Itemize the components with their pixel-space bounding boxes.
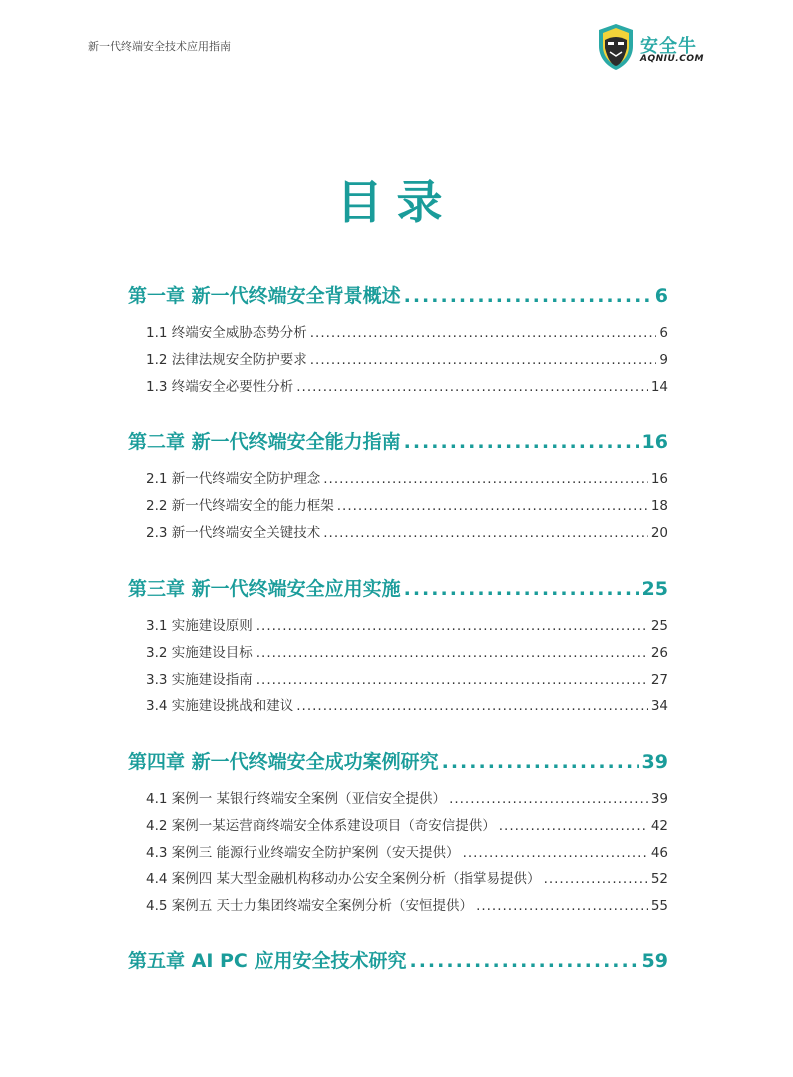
dot-leader [310,352,657,368]
toc-chapter-page: 6 [654,285,668,307]
dot-leader [476,898,648,914]
toc-section-label: 2.2 新一代终端安全的能力框架 [146,497,334,514]
toc-section[interactable] [128,867,668,887]
toc-chapter-page: 59 [641,950,668,972]
dot-leader [410,950,639,972]
toc-chapter-label: 第四章 新一代终端安全成功案例研究 [128,751,439,773]
toc-chapter[interactable] [128,574,668,601]
dot-leader [310,325,657,341]
toc-section-page: 20 [650,524,668,541]
toc-section[interactable] [128,841,668,861]
toc-section[interactable] [128,321,668,341]
toc-section[interactable] [128,694,668,714]
dot-leader [337,498,648,514]
toc-section-label: 4.5 案例五 天士力集团终端安全案例分析（安恒提供） [146,898,474,915]
dot-leader [323,525,648,541]
dot-leader [499,818,648,834]
dot-leader [256,645,648,661]
toc-section-page: 52 [650,871,668,888]
toc-section-page: 25 [650,618,668,634]
toc-section[interactable] [128,521,668,541]
toc-section-label: 3.2 实施建设目标 [146,644,253,661]
toc-section[interactable] [128,494,668,514]
toc-section-label: 4.3 案例三 能源行业终端安全防护案例（安天提供） [146,844,460,861]
toc-section-page: 42 [650,817,668,834]
toc-chapter-page: 39 [641,751,668,773]
toc-section-page: 27 [650,671,668,688]
dot-leader [404,431,639,453]
toc-section-page: 16 [650,471,668,487]
logo [596,22,706,72]
toc-chapter-page: 16 [641,431,668,453]
toc-section[interactable] [128,467,668,487]
toc-chapter[interactable] [128,747,668,774]
dot-leader [323,471,648,487]
toc-section-label: 3.3 实施建设指南 [146,671,253,688]
toc-section[interactable] [128,375,668,395]
toc-section-page: 39 [650,791,668,807]
toc-section-page: 55 [650,898,668,915]
toc-section-label: 1.3 终端安全必要性分析 [146,378,294,395]
dot-leader [442,751,639,773]
toc-section-label: 1.2 法律法规安全防护要求 [146,351,307,368]
toc-chapter[interactable] [128,427,668,454]
toc-section-page: 14 [650,378,668,395]
toc-section-page: 34 [650,698,668,715]
toc-section[interactable] [128,668,668,688]
dot-leader [404,578,639,600]
toc-section-label: 4.1 案例一 某银行终端安全案例（亚信安全提供） [146,791,447,807]
toc-section[interactable] [128,787,668,807]
toc-title: 目录 [336,175,457,229]
toc-section-label: 4.2 案例一某运营商终端安全体系建设项目（奇安信提供） [146,817,496,834]
dot-leader [404,285,652,307]
dot-leader [256,618,648,634]
toc-section[interactable] [128,614,668,634]
toc-chapter-label: 第二章 新一代终端安全能力指南 [128,431,401,453]
toc-section-label: 3.1 实施建设原则 [146,618,253,634]
toc-chapter-label: 第五章 AI PC 应用安全技术研究 [128,950,407,972]
toc-chapter-page: 25 [641,578,668,600]
toc-section-page: 9 [659,351,668,368]
toc-section-label: 4.4 案例四 某大型金融机构移动办公安全案例分析（指掌易提供） [146,871,541,888]
shield-logo-icon [596,22,636,72]
toc-section[interactable] [128,348,668,368]
toc-chapter-label: 第三章 新一代终端安全应用实施 [128,578,401,600]
toc-section-page: 18 [650,497,668,514]
toc-section[interactable] [128,814,668,834]
toc-chapter-label: 第一章 新一代终端安全背景概述 [128,285,401,307]
dot-leader [544,871,648,887]
toc-section-page: 26 [650,644,668,661]
toc-section-label: 2.1 新一代终端安全防护理念 [146,471,321,487]
toc-section[interactable] [128,641,668,661]
logo-site: AQNIU.COM [640,54,704,64]
toc-section-label: 1.1 终端安全威胁态势分析 [146,325,307,341]
dot-leader [296,698,648,714]
dot-leader [296,379,648,395]
logo-name: 安全牛 [640,36,697,57]
header-title: 新一代终端安全技术应用指南 [88,40,231,53]
toc-chapter[interactable] [128,946,668,973]
toc-section-page: 6 [659,325,668,341]
toc-section-label: 3.4 实施建设挑战和建议 [146,698,294,715]
toc-section-label: 2.3 新一代终端安全关键技术 [146,524,321,541]
toc-section-page: 46 [650,844,668,861]
dot-leader [463,845,648,861]
toc-chapter[interactable] [128,281,668,308]
dot-leader [449,791,648,807]
toc-section[interactable] [128,894,668,914]
dot-leader [256,672,648,688]
